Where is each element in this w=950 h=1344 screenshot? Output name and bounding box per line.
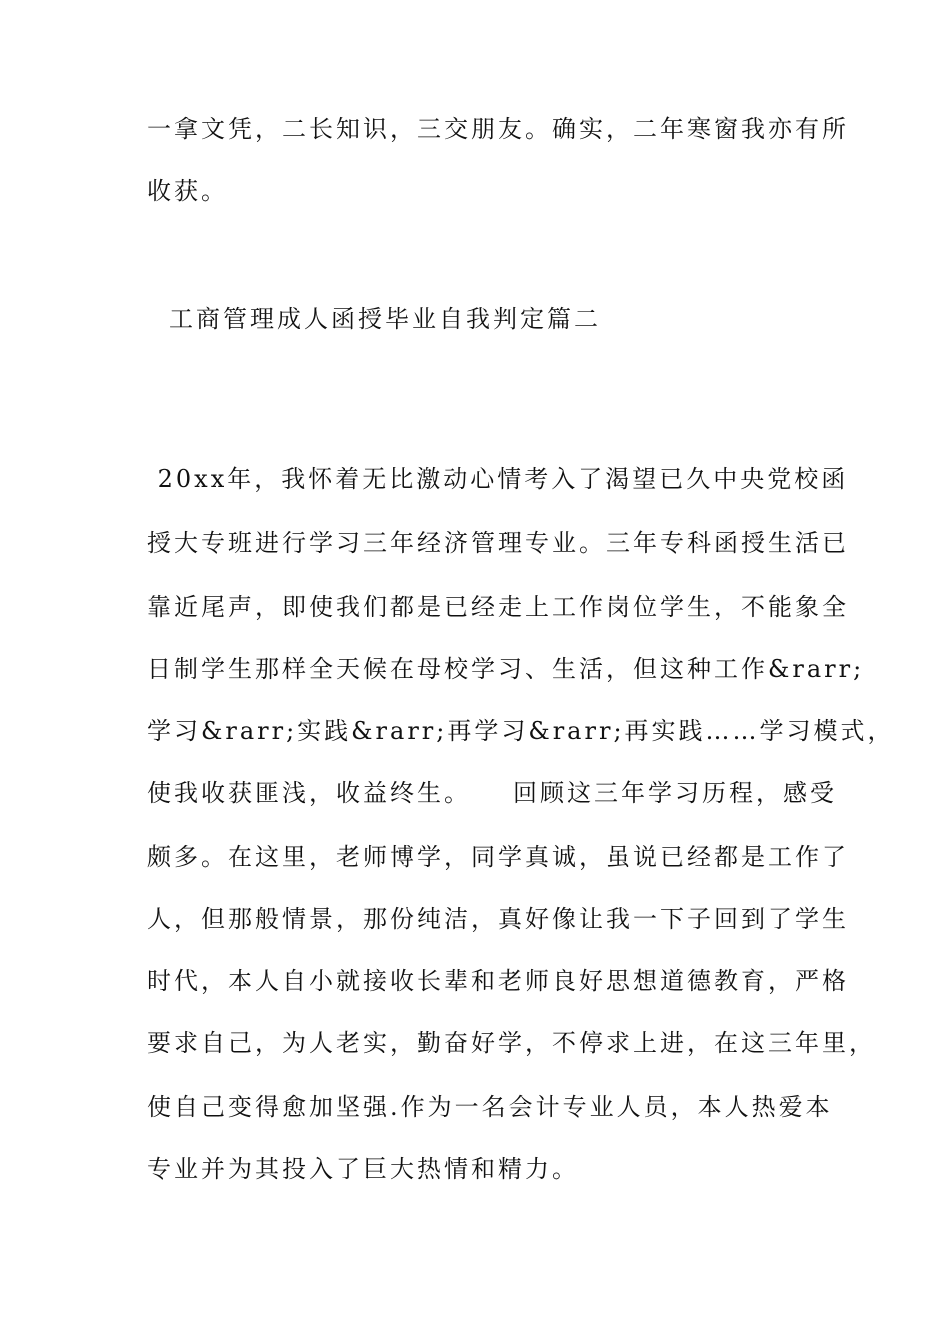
paragraph-2-line-9: 时代，本人自小就接收长辈和老师良好思想道德教育，严格 <box>147 967 849 995</box>
paragraph-2-line-6: 使我收获匪浅，收益终生。 回顾这三年学习历程，感受 <box>147 779 837 807</box>
paragraph-2-line-12: 专业并为其投入了巨大热情和精力。 <box>147 1155 579 1183</box>
paragraph-1-line-2: 收获。 <box>147 177 228 205</box>
paragraph-2-line-10: 要求自己，为人老实，勤奋好学，不停求上进，在这三年里， <box>147 1029 876 1057</box>
paragraph-2-line-4: 日制学生那样全天候在母校学习、生活，但这种工作&rarr; <box>147 655 865 683</box>
paragraph-2-line-3: 靠近尾声，即使我们都是已经走上工作岗位学生，不能象全 <box>147 593 849 621</box>
paragraph-2-line-2: 授大专班进行学习三年经济管理专业。三年专科函授生活已 <box>147 529 849 557</box>
paragraph-2-line-1: 20xx年，我怀着无比激动心情考入了渴望已久中央党校函 <box>147 465 849 493</box>
paragraph-2-line-8: 人，但那般情景，那份纯洁，真好像让我一下子回到了学生 <box>147 905 849 933</box>
paragraph-2-line-5: 学习&rarr;实践&rarr;再学习&rarr;再实践……学习模式， <box>147 717 895 745</box>
paragraph-1-line-1: 一拿文凭，二长知识，三交朋友。确实，二年寒窗我亦有所 <box>147 115 849 143</box>
paragraph-2-line-11: 使自己变得愈加坚强.作为一名会计专业人员，本人热爱本 <box>147 1093 833 1121</box>
section-heading: 工商管理成人函授毕业自我判定篇二 <box>169 305 601 333</box>
paragraph-2-line-7: 颇多。在这里，老师博学，同学真诚，虽说已经都是工作了 <box>147 843 849 871</box>
